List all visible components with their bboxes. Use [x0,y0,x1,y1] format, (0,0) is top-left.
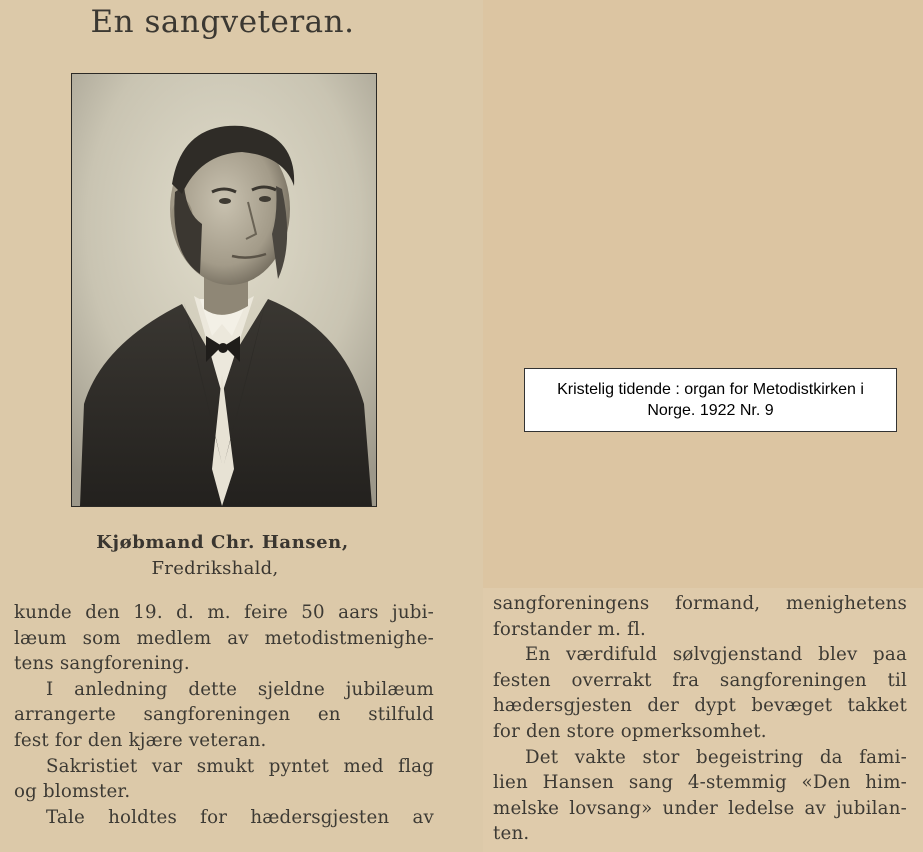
article-headline: En sangveteran. [90,4,355,40]
text-line: festen overrakt fra sangforeningen til [493,669,907,691]
text-line: I anledning dette sjeldne jubilæum [46,678,434,700]
text-line: og blomster. [14,781,131,803]
photo-caption-place: Fredrikshald, [151,558,279,579]
text-line: tens sangforening. [14,653,190,675]
text-line: sangforeningens formand, menighetens [493,593,907,614]
text-line: Tale holdtes for hædersgjesten av [46,806,434,828]
text-line: Det vakte stor begeistring da fami- [525,746,907,768]
text-line: ten. [493,823,530,845]
text-line: melske lovsang» under ledelse av jubilan- [493,797,907,819]
background-field [483,0,923,588]
photo-caption-name: Kjøbmand Chr. Hansen, [96,532,349,553]
article-column-left [14,600,434,830]
text-line: lien Hansen sang 4-stemmig «Den him- [493,772,907,794]
text-line: for den store opmerksomhet. [493,720,767,742]
portrait-photo [71,73,377,507]
text-line: kunde den 19. d. m. feire 50 aars jubi- [14,602,434,623]
text-line: forstander m. fl. [493,618,646,640]
text-line: fest for den kjære veteran. [14,729,267,751]
article-column-right [493,591,907,847]
text-line: arrangerte sangforeningen en stilfuld [14,704,434,726]
text-line: hædersgjesten der dypt bevæget takket [493,695,907,717]
text-line: Sakristiet var smukt pyntet med flag [46,755,434,777]
text-line: En værdifuld sølvgjenstand blev paa [525,644,907,666]
source-label: Kristelig tidende : organ for Metodistkirken i Norge. 1922 Nr. 9 [524,368,897,432]
text-line: læum som medlem av metodistmenighe- [14,627,434,649]
